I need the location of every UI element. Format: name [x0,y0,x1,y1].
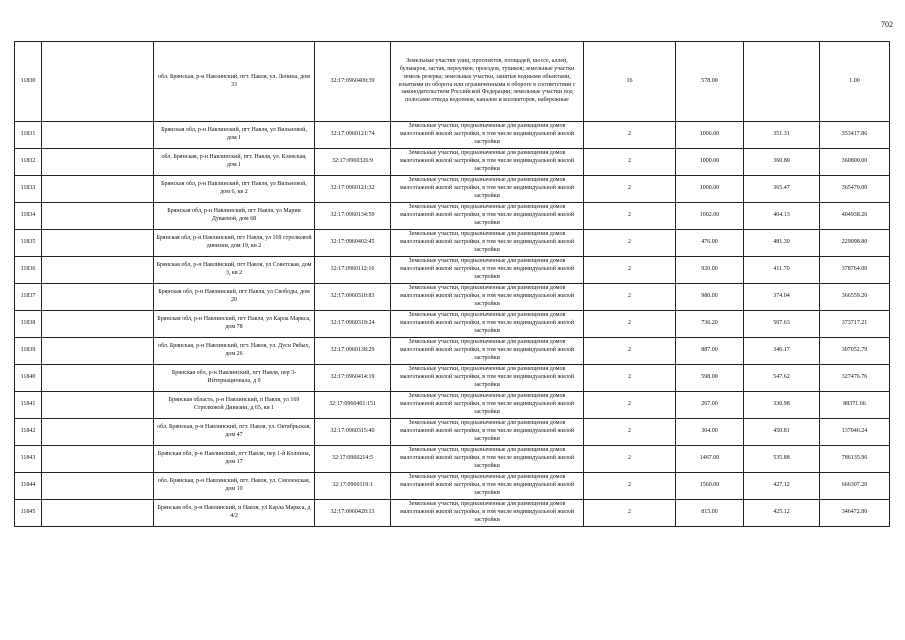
cadastral-value-cell: 307052.79 [820,338,890,365]
row-number-cell: 11831 [15,122,42,149]
cadastral-number-cell: 32:17:0960119:1 [315,473,391,500]
blank-cell [42,284,154,311]
specific-value-cell [744,42,820,122]
cadastral-number-cell: 32:17:0960401:151 [315,392,391,419]
specific-value-cell: 411.70 [744,257,820,284]
area-cell: 267.00 [676,392,744,419]
row-number-cell: 11842 [15,419,42,446]
blank-cell [42,392,154,419]
specific-value-cell: 547.62 [744,365,820,392]
blank-cell [42,149,154,176]
cadastral-number-cell: 32:17:0960134:59 [315,203,391,230]
table-row [15,230,890,257]
specific-value-cell: 346.17 [744,338,820,365]
blank-cell [42,203,154,230]
address-cell: Брянская обл, р-н Навлинский, пгт Навля, ул 169 стрелковой дивизии, дом 19, кв 2 [154,230,315,257]
address-cell: Брянская обл, р-н Навлинский, пгт Навля, пер 3-Интернационала, д 9 [154,365,315,392]
blank-cell [42,122,154,149]
row-number-cell: 11843 [15,446,42,473]
blank-cell [42,365,154,392]
use-group-cell: 2 [584,311,676,338]
row-number-cell: 11838 [15,311,42,338]
use-group-cell: 2 [584,149,676,176]
cadastral-value-cell: 353417.86 [820,122,890,149]
table-row [15,473,890,500]
use-group-cell: 2 [584,338,676,365]
table-row [15,419,890,446]
cadastral-number-cell: 32:17:0960420:13 [315,500,391,527]
table-row [15,365,890,392]
area-cell: 980.00 [676,284,744,311]
table-row [15,122,890,149]
cadastral-value-cell: 1.00 [820,42,890,122]
cadastral-number-cell: 32:17:0960409:39 [315,42,391,122]
use-group-cell: 2 [584,257,676,284]
cadastral-value-cell: 666307.20 [820,473,890,500]
specific-value-cell: 365.47 [744,176,820,203]
cadastral-value-cell: 786135.96 [820,446,890,473]
area-cell: 598.00 [676,365,744,392]
blank-cell [42,500,154,527]
area-cell: 887.00 [676,338,744,365]
permitted-use-cell: Земельные участки, предназначенные для размещения домов малоэтажной жилой застройки, в том числе индивидуальной жилой застройки [391,311,584,338]
address-cell: обл. Брянская, р-н Навлинский, пгт. Навля, ул. Дуси Рябых, дом 26 [154,338,315,365]
blank-cell [42,257,154,284]
specific-value-cell: 404.13 [744,203,820,230]
row-number-cell: 11837 [15,284,42,311]
address-cell: Брянская обл, р-н Навлинский, пгт Навля, ул Советская, дом 3, кв 2 [154,257,315,284]
blank-cell [42,42,154,122]
use-group-cell: 2 [584,392,676,419]
specific-value-cell: 351.31 [744,122,820,149]
cadastral-value-cell: 88371.66 [820,392,890,419]
use-group-cell: 2 [584,473,676,500]
cadastral-value-cell: 378764.00 [820,257,890,284]
permitted-use-cell: Земельные участки, предназначенные для размещения домов малоэтажной жилой застройки, в том числе индивидуальной жилой застройки [391,230,584,257]
permitted-use-cell: Земельные участки, предназначенные для размещения домов малоэтажной жилой застройки, в том числе индивидуальной жилой застройки [391,419,584,446]
row-number-cell: 11834 [15,203,42,230]
cadastral-number-cell: 32:17:0960326:9 [315,149,391,176]
row-number-cell: 11845 [15,500,42,527]
blank-cell [42,473,154,500]
cadastral-value-cell: 404938.26 [820,203,890,230]
table-row [15,311,890,338]
blank-cell [42,338,154,365]
cadastral-number-cell: 32:17:0960319:24 [315,311,391,338]
row-number-cell: 11832 [15,149,42,176]
table-row [15,338,890,365]
address-cell: Брянская обл, р-н Навлинский, пгт Навля, пер 1-й Колпина, дом 17 [154,446,315,473]
permitted-use-cell: Земельные участки, предназначенные для размещения домов малоэтажной жилой застройки, в том числе индивидуальной жилой застройки [391,203,584,230]
cadastral-value-cell: 373717.21 [820,311,890,338]
specific-value-cell: 535.88 [744,446,820,473]
row-number-cell: 11836 [15,257,42,284]
page-number: 702 [881,20,893,29]
table-row [15,446,890,473]
table-body [15,42,890,527]
address-cell: Брянская обл, р-н Навлинский, пгт Навля, ул Свободы, дом 20 [154,284,315,311]
specific-value-cell: 507.63 [744,311,820,338]
address-cell: Брянская обл, р-н Навлинский, пгт Навля, ул Карла Маркса, дом 78 [154,311,315,338]
address-cell: обл. Брянская, р-н Навлинский, пгт. Навля, ул. Смоленская, дом 10 [154,473,315,500]
area-cell: 476.00 [676,230,744,257]
permitted-use-cell: Земельные участки улиц, проспектов, площадей, шоссе, аллей, бульваров, застав, переулков, проездов, тупиков; земельные участки земель резерва; земельные участки, занятые водными объектами, изъятыми из оборота или ограниченными в обороте в соответствии с законодательством Российской Федерации; земельные участки под полосами отвода водоемов, каналов и коллекторов, набережные [391,42,584,122]
table-row [15,392,890,419]
permitted-use-cell: Земельные участки, предназначенные для размещения домов малоэтажной жилой застройки, в том числе индивидуальной жилой застройки [391,122,584,149]
specific-value-cell: 374.04 [744,284,820,311]
address-cell: Брянская обл, р-н Навлинский, пгт Навля, ул Марии Дуваевой, дом 68 [154,203,315,230]
permitted-use-cell: Земельные участки, предназначенные для размещения домов малоэтажной жилой застройки, в том числе индивидуальной жилой застройки [391,284,584,311]
cadastral-number-cell: 32:17:0960121:32 [315,176,391,203]
cadastral-number-cell: 32:17:0960112:16 [315,257,391,284]
area-cell: 1000.00 [676,149,744,176]
area-cell: 1002.00 [676,203,744,230]
address-cell: обл. Брянская, р-н Навлинский, пгт. Навля, ул. Ленина, дом 33 [154,42,315,122]
address-cell: Брянская область, р-н Навлинский, п Навля, ул 169 Стрелковой Дивизии, д 65, кв 1 [154,392,315,419]
area-cell: 815.00 [676,500,744,527]
cadastral-value-cell: 327476.76 [820,365,890,392]
table-row [15,284,890,311]
row-number-cell: 11830 [15,42,42,122]
area-cell: 920.00 [676,257,744,284]
address-cell: обл. Брянская, р-н Навлинский, пгт. Навля, ул. Октябрьская, дом 47 [154,419,315,446]
area-cell: 1560.00 [676,473,744,500]
blank-cell [42,176,154,203]
specific-value-cell: 427.12 [744,473,820,500]
use-group-cell: 2 [584,284,676,311]
cadastral-value-table [14,41,890,527]
blank-cell [42,230,154,257]
address-cell: Брянская обл, р-н Навлинский, п Навля, ул Карла Маркса, д 4/2 [154,500,315,527]
row-number-cell: 11839 [15,338,42,365]
use-group-cell: 2 [584,365,676,392]
address-cell: Брянская обл, р-н Навлинский, пгт Навля, ул Вильновой, дом 6, кв 2 [154,176,315,203]
specific-value-cell: 450.81 [744,419,820,446]
permitted-use-cell: Земельные участки, предназначенные для размещения домов малоэтажной жилой застройки, в том числе индивидуальной жилой застройки [391,500,584,527]
row-number-cell: 11841 [15,392,42,419]
permitted-use-cell: Земельные участки, предназначенные для размещения домов малоэтажной жилой застройки, в том числе индивидуальной жилой застройки [391,257,584,284]
cadastral-number-cell: 32:17:0960402:45 [315,230,391,257]
blank-cell [42,419,154,446]
specific-value-cell: 330.98 [744,392,820,419]
cadastral-value-cell: 229098.80 [820,230,890,257]
use-group-cell: 2 [584,176,676,203]
table-row [15,203,890,230]
area-cell: 1467.00 [676,446,744,473]
permitted-use-cell: Земельные участки, предназначенные для размещения домов малоэтажной жилой застройки, в том числе индивидуальной жилой застройки [391,149,584,176]
use-group-cell: 2 [584,500,676,527]
cadastral-value-cell: 137046.24 [820,419,890,446]
specific-value-cell: 360.80 [744,149,820,176]
row-number-cell: 11840 [15,365,42,392]
table-row [15,257,890,284]
table-row [15,500,890,527]
cadastral-value-cell: 360800.00 [820,149,890,176]
permitted-use-cell: Земельные участки, предназначенные для размещения домов малоэтажной жилой застройки, в том числе индивидуальной жилой застройки [391,446,584,473]
use-group-cell: 16 [584,42,676,122]
table-row [15,149,890,176]
cadastral-value-cell: 365470.00 [820,176,890,203]
permitted-use-cell: Земельные участки, предназначенные для размещения домов малоэтажной жилой застройки, в том числе индивидуальной жилой застройки [391,338,584,365]
cadastral-number-cell: 32:17:0960138:29 [315,338,391,365]
row-number-cell: 11835 [15,230,42,257]
specific-value-cell: 481.30 [744,230,820,257]
use-group-cell: 2 [584,446,676,473]
cadastral-number-cell: 32:17:0960414:19 [315,365,391,392]
area-cell: 578.00 [676,42,744,122]
permitted-use-cell: Земельные участки, предназначенные для размещения домов малоэтажной жилой застройки, в том числе индивидуальной жилой застройки [391,473,584,500]
area-cell: 1000.00 [676,176,744,203]
address-cell: обл. Брянская, р-н Навлинский, пгт. Навля, ул. Клевская, дом 1 [154,149,315,176]
use-group-cell: 2 [584,230,676,257]
permitted-use-cell: Земельные участки, предназначенные для размещения домов малоэтажной жилой застройки, в том числе индивидуальной жилой застройки [391,176,584,203]
area-cell: 1006.00 [676,122,744,149]
blank-cell [42,311,154,338]
row-number-cell: 11833 [15,176,42,203]
cadastral-number-cell: 32:17:0960121:74 [315,122,391,149]
table-row [15,42,890,122]
table-row [15,176,890,203]
cadastral-value-cell: 346472.80 [820,500,890,527]
specific-value-cell: 425.12 [744,500,820,527]
use-group-cell: 2 [584,203,676,230]
cadastral-number-cell: 32:17:0960315:40 [315,419,391,446]
address-cell: Брянская обл, р-н Навлинский, пгт Навля, ул Вильновой, дом 1 [154,122,315,149]
use-group-cell: 2 [584,419,676,446]
cadastral-number-cell: 32:17:0960310:83 [315,284,391,311]
area-cell: 304.00 [676,419,744,446]
row-number-cell: 11844 [15,473,42,500]
permitted-use-cell: Земельные участки, предназначенные для размещения домов малоэтажной жилой застройки, в том числе индивидуальной жилой застройки [391,365,584,392]
use-group-cell: 2 [584,122,676,149]
cadastral-number-cell: 32:17:0960214:5 [315,446,391,473]
area-cell: 736.20 [676,311,744,338]
permitted-use-cell: Земельные участки, предназначенные для размещения домов малоэтажной жилой застройки, в том числе индивидуальной жилой застройки [391,392,584,419]
blank-cell [42,446,154,473]
cadastral-value-cell: 366559.20 [820,284,890,311]
